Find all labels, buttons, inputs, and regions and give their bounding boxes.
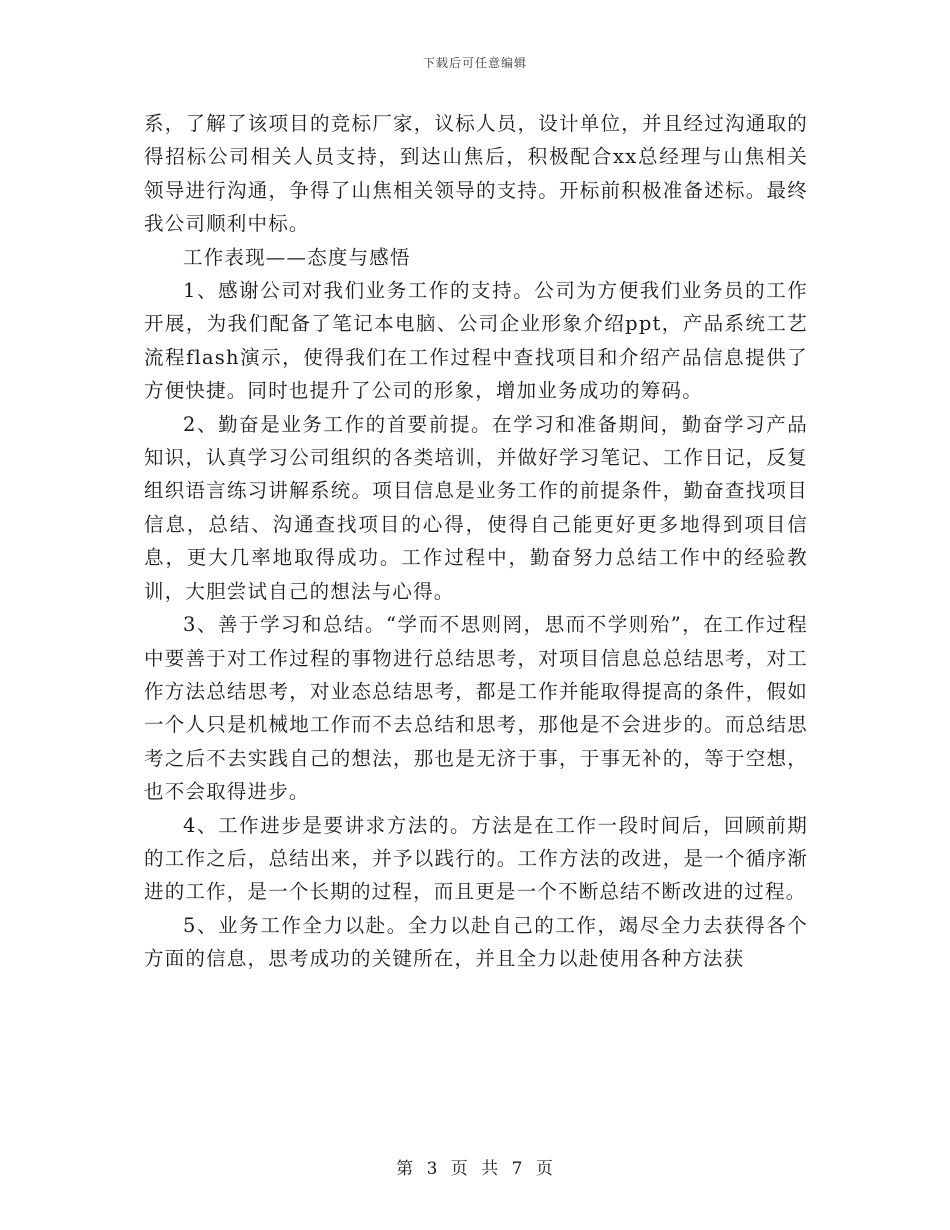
paragraph-5: 5、业务工作全力以赴。全力以赴自己的工作，竭尽全力去获得各个方面的信息，思考成功的关键所在，并且全力以赴使用各种方法获 [144,913,808,971]
paragraph-continuation: 系，了解了该项目的竞标厂家，议标人员，设计单位，并且经过沟通取的得招标公司相关人员支持，到达山焦后，积极配合xx总经理与山焦相关领导进行沟通，争得了山焦相关领导的支持。开标前积极准备述标。最终我公司顺利中标。 [144,112,808,236]
paragraph-3: 3、善于学习和总结。“学而不思则罔，思而不学则殆”，在工作过程中要善于对工作过程的事物进行总结思考，对项目信息总总结思考，对工作方法总结思考，对业态总结思考，都是工作并能取得提高的条件，假如一个人只是机械地工作而不去总结和思考，那他是不会进步的。而总结思考之后不去实践自己的想法，那也是无济于事，于事无补的，等于空想，也不会取得进步。 [144,613,808,804]
page-footer: 第 3 页 共 7 页 [396,1159,554,1179]
paragraph-1: 1、感谢公司对我们业务工作的支持。公司为方便我们业务员的工作开展，为我们配备了笔记本电脑、公司企业形象介绍ppt，产品系统工艺流程flash演示，使得我们在工作过程中查找项目和介绍产品信息提供了方便快捷。同时也提升了公司的形象，增加业务成功的筹码。 [144,279,808,403]
paragraph-2: 2、勤奋是业务工作的首要前提。在学习和准备期间，勤奋学习产品知识，认真学习公司组织的各类培训，并做好学习笔记、工作日记，反复组织语言练习讲解系统。项目信息是业务工作的前提条件，勤奋查找项目信息，总结、沟通查找项目的心得，使得自己能更好更多地得到项目信息，更大几率地取得成功。工作过程中，勤奋努力总结工作中的经验教训，大胆尝试自己的想法与心得。 [144,412,808,603]
section-heading: 工作表现——态度与感悟 [183,245,411,269]
paragraph-4: 4、工作进步是要讲求方法的。方法是在工作一段时间后，回顾前期的工作之后，总结出来，并予以践行的。工作方法的改进，是一个循序渐进的工作，是一个长期的过程，而且更是一个不断总结不断改进的过程。 [144,813,808,904]
page-header: 下载后可任意编辑 [422,56,527,70]
document-body [144,107,808,976]
